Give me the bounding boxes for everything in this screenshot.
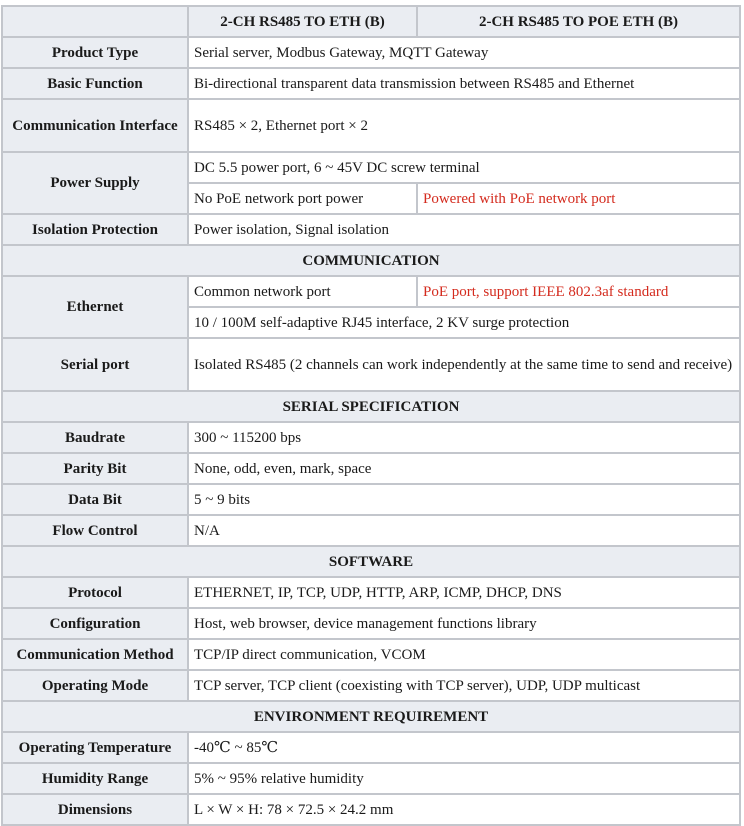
row-label-isolation-protection: Isolation Protection — [2, 214, 188, 245]
row-value-ethernet: 10 / 100M self-adaptive RJ45 interface, 2 KV surge protection — [188, 307, 740, 338]
row-label-dimensions: Dimensions — [2, 794, 188, 825]
row-label-flow-control: Flow Control — [2, 515, 188, 546]
row-value-parity-bit: None, odd, even, mark, space — [188, 453, 740, 484]
row-label-operating-mode: Operating Mode — [2, 670, 188, 701]
header-corner-cell — [2, 6, 188, 37]
row-value-protocol: ETHERNET, IP, TCP, UDP, HTTP, ARP, ICMP, DHCP, DNS — [188, 577, 740, 608]
header-col2: 2-CH RS485 TO POE ETH (B) — [417, 6, 740, 37]
row-value-data-bit: 5 ~ 9 bits — [188, 484, 740, 515]
row-label-serial-port: Serial port — [2, 338, 188, 391]
row-label-communication-method: Communication Method — [2, 639, 188, 670]
row-label-communication-interface: Communication Interface — [2, 99, 188, 152]
row-label-ethernet: Ethernet — [2, 276, 188, 338]
row-value-power-supply: DC 5.5 power port, 6 ~ 45V DC screw terminal — [188, 152, 740, 183]
row-label-power-supply: Power Supply — [2, 152, 188, 214]
row-value-power-supply-col1: No PoE network port power — [188, 183, 417, 214]
row-value-humidity-range: 5% ~ 95% relative humidity — [188, 763, 740, 794]
row-value-ethernet-col1: Common network port — [188, 276, 417, 307]
row-label-configuration: Configuration — [2, 608, 188, 639]
row-label-data-bit: Data Bit — [2, 484, 188, 515]
section-environment-requirement: ENVIRONMENT REQUIREMENT — [2, 701, 740, 732]
row-value-communication-method: TCP/IP direct communication, VCOM — [188, 639, 740, 670]
row-label-baudrate: Baudrate — [2, 422, 188, 453]
header-col1: 2-CH RS485 TO ETH (B) — [188, 6, 417, 37]
row-label-product-type: Product Type — [2, 37, 188, 68]
section-communication: COMMUNICATION — [2, 245, 740, 276]
row-label-humidity-range: Humidity Range — [2, 763, 188, 794]
row-label-parity-bit: Parity Bit — [2, 453, 188, 484]
row-value-product-type: Serial server, Modbus Gateway, MQTT Gateway — [188, 37, 740, 68]
row-value-serial-port: Isolated RS485 (2 channels can work independently at the same time to send and receive) — [188, 338, 740, 391]
row-value-baudrate: 300 ~ 115200 bps — [188, 422, 740, 453]
row-value-basic-function: Bi-directional transparent data transmission between RS485 and Ethernet — [188, 68, 740, 99]
row-value-isolation-protection: Power isolation, Signal isolation — [188, 214, 740, 245]
row-value-ethernet-col2: PoE port, support IEEE 802.3af standard — [417, 276, 740, 307]
row-value-communication-interface: RS485 × 2, Ethernet port × 2 — [188, 99, 740, 152]
section-serial-specification: SERIAL SPECIFICATION — [2, 391, 740, 422]
spec-table — [1, 5, 741, 826]
row-value-operating-mode: TCP server, TCP client (coexisting with TCP server), UDP, UDP multicast — [188, 670, 740, 701]
section-software: SOFTWARE — [2, 546, 740, 577]
row-value-dimensions: L × W × H: 78 × 72.5 × 24.2 mm — [188, 794, 740, 825]
row-label-protocol: Protocol — [2, 577, 188, 608]
row-value-power-supply-col2: Powered with PoE network port — [417, 183, 740, 214]
row-value-configuration: Host, web browser, device management functions library — [188, 608, 740, 639]
row-value-flow-control: N/A — [188, 515, 740, 546]
row-label-basic-function: Basic Function — [2, 68, 188, 99]
row-value-operating-temperature: -40℃ ~ 85℃ — [188, 732, 740, 763]
row-label-operating-temperature: Operating Temperature — [2, 732, 188, 763]
